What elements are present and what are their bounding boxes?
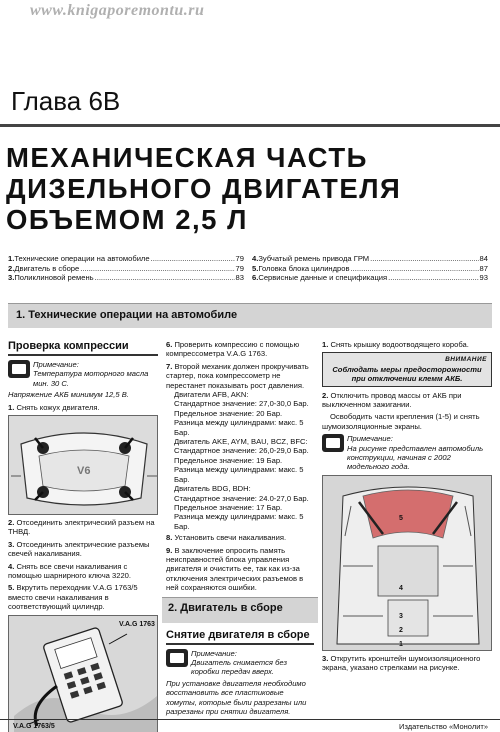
spec-line: Стандартное значение: 27,0-30,0 Бар. <box>174 399 309 409</box>
spec-lines <box>166 390 314 531</box>
step-1: 1. Снять крышку водоотводящего короба. <box>322 340 469 349</box>
title-line: ДИЗЕЛЬНОГО ДВИГАТЕЛЯ <box>6 173 402 204</box>
toc-page: 79 <box>235 263 244 273</box>
section-heading-text: 1. Технические операции на автомобиле <box>16 309 238 321</box>
engine-cover-figure <box>8 415 158 515</box>
svg-text:V6: V6 <box>77 465 91 478</box>
section-heading-text: 2. Двигатель в сборе <box>168 601 283 614</box>
figure-callout: 2 <box>399 626 403 634</box>
toc-entry[interactable] <box>8 254 244 264</box>
step-text: Снять кожух двигателя. <box>16 402 100 412</box>
step-4: 4. Снять все свечи накаливания с помощью шарнирного ключа 3220. <box>8 561 131 581</box>
step-3: 3. Отсоединить электрические разъемы свечей накаливания. <box>8 539 150 559</box>
toc-num: 6. <box>252 273 259 283</box>
toc-num: 5. <box>252 263 259 273</box>
step-text: Отсоединить электрический разъем на ТНВД. <box>8 518 155 537</box>
toc-num: 2. <box>8 263 15 273</box>
spec-line: Двигатели AFB, AKN: <box>174 390 249 400</box>
subheading-engine-removal: Снятие двигателя в сборе <box>166 629 314 645</box>
step-2: 2. Отсоединить электрический разъем на ТНВД. <box>8 518 155 537</box>
toc-column-left <box>8 254 244 283</box>
title-line: МЕХАНИЧЕСКАЯ ЧАСТЬ <box>6 142 368 173</box>
compression-tester-figure <box>8 615 158 732</box>
underbody-illustration <box>323 476 492 651</box>
step-9: 9. В заключение опросить память неисправностей блока управления двигателя и очистить ее, так как из-за отключения электрических разъемов в ней сохраняются ошибки. <box>166 545 304 593</box>
note-text-continued: При установке двигателя необходимо восстановить все пластиковые хомуты, которые были разрезаны или разрезаны при снятии двигателя. <box>166 678 307 716</box>
step-2: 2. Отключить провод массы от АКБ при выключенном зажигании. <box>322 390 462 410</box>
note-text-wrap <box>191 649 314 677</box>
note-text-wrap <box>347 434 492 472</box>
step-text: Проверить компрессию с помощью компрессометра V.A.G 1763. <box>166 340 300 359</box>
toc-leader <box>351 264 479 274</box>
note-text: Двигатель снимается без коробки передач вверх. <box>191 657 288 677</box>
column-3 <box>322 340 492 676</box>
toc-title: Технические операции на автомобиле <box>14 254 150 263</box>
note-icon <box>166 649 188 667</box>
spec-line: Двигатель AKE, AYM, BAU, BCZ, BFC: <box>174 437 308 447</box>
toc-title: Головка блока цилиндров <box>258 263 350 273</box>
figure-callout: 1 <box>399 640 403 648</box>
underbody-figure <box>322 475 492 651</box>
toc-entry[interactable] <box>252 264 488 274</box>
figure-label-adapter: V.A.G 1763/5 <box>13 722 55 730</box>
note-text: Температура моторного масла мин. 30 С. <box>33 369 149 388</box>
column-1 <box>8 340 158 732</box>
step-text: Второй механик должен прокручивать стартер, пока компрессометр не перестанет показывать рост давления. <box>166 361 309 390</box>
step-text: Снять крышку водоотводящего короба. <box>330 340 469 349</box>
toc-entry[interactable] <box>252 254 488 264</box>
spec-line: Разница между цилиндрами: макс. 5 Бар. <box>174 418 304 437</box>
step-text: В заключение опросить память неисправностей блока управления двигателя и очистить ее, так как из-за отключения электрических разъемов в ней сохраняются ошибки. <box>166 545 304 593</box>
section-heading-1 <box>8 303 492 328</box>
spec-line: Стандартное значение: 24.0-27,0 Бар. <box>174 493 309 503</box>
toc-page: 83 <box>235 273 244 283</box>
spec-line: Стандартное значение: 26,0-29,0 Бар. <box>174 446 309 456</box>
step-2-continued: Освободить части крепления (1-5) и снять шумоизоляционные экраны. <box>322 412 480 431</box>
toc-title: Двигатель в сборе <box>14 263 80 273</box>
step-text: Установить свечи накаливания. <box>174 533 287 543</box>
section-heading-2 <box>162 597 318 623</box>
warning-tag: ВНИМАНИЕ <box>445 356 487 364</box>
spec-line: Предельное значение: 19 Бар. <box>174 455 283 465</box>
step-5: 5. Вкрутить переходник V.A.G 1763/5 вместо свечи накаливания в соответствующий цилиндр. <box>8 583 138 612</box>
warning-box <box>322 352 492 386</box>
note-block <box>322 434 492 472</box>
toc-leader <box>151 254 235 264</box>
title-line: ОБЪЕМОМ 2,5 Л <box>6 204 248 235</box>
spec-line: Разница между цилиндрами: макс. 5 Бар. <box>174 465 304 484</box>
engine-cover-illustration <box>9 416 158 515</box>
watermark: www.knigaporemontu.ru <box>30 2 205 19</box>
toc-num: 1. <box>8 254 15 263</box>
figure-callout: 3 <box>399 612 403 620</box>
step-3: 3. Открутить кронштейн шумоизоляционного экрана, указано стрелками на рисунке. <box>322 653 481 673</box>
toc-num: 3. <box>8 273 15 283</box>
chapter-title <box>6 142 496 235</box>
step-text: Снять все свечи накаливания с помощью шарнирного ключа 3220. <box>8 561 131 581</box>
spec-line: Разница между цилиндрами: макс. 5 Бар. <box>174 512 304 531</box>
spec-line: Предельное значение: 17 Бар. <box>174 502 283 512</box>
toc-leader <box>80 264 234 274</box>
publisher-footer: Издательство «Монолит» <box>399 722 488 731</box>
step-6: 6. Проверить компрессию с помощью компрессометра V.A.G 1763. <box>166 340 300 359</box>
warning-text: Соблюдать меры предосторожности при отключении клемм АКБ. <box>332 364 482 384</box>
spec-line: Предельное значение: 20 Бар. <box>174 408 283 418</box>
note-icon <box>322 434 344 452</box>
step-8: 8. Установить свечи накаливания. <box>166 533 287 543</box>
note-block <box>166 649 314 677</box>
toc-leader <box>95 273 235 283</box>
toc-entry[interactable] <box>8 264 244 274</box>
figure-callout: 5 <box>399 514 403 522</box>
chapter-rule <box>0 124 500 127</box>
table-of-contents <box>8 254 492 284</box>
footer-rule <box>0 719 500 720</box>
note-label: Примечание: <box>191 648 237 658</box>
figure-label-tester: V.A.G 1763 <box>119 620 155 628</box>
toc-page: 93 <box>479 273 488 283</box>
toc-entry[interactable] <box>252 273 488 283</box>
chapter-label: Глава 6В <box>11 86 121 116</box>
toc-title: Сервисные данные и спецификация <box>258 273 388 283</box>
toc-leader <box>388 273 478 283</box>
toc-column-right <box>252 254 488 283</box>
step-text: Вкрутить переходник V.A.G 1763/5 вместо свечи накаливания в соответствующий цилиндр. <box>8 583 138 612</box>
note-label: Примечание: <box>347 434 393 444</box>
note-block <box>8 360 158 388</box>
subheading-compression: Проверка компрессии <box>8 340 158 356</box>
toc-title: Зубчатый ремень привода ГРМ <box>258 254 370 263</box>
toc-page: 79 <box>235 254 244 263</box>
spec-line: Двигатель BDG, BDH: <box>174 484 251 494</box>
toc-leader <box>370 254 478 264</box>
step-1: 1. Снять кожух двигателя. <box>8 402 100 412</box>
column-2 <box>166 340 314 719</box>
note-text-wrap <box>33 360 158 388</box>
step-text: Открутить кронштейн шумоизоляционного экрана, указано стрелками на рисунке. <box>322 653 481 673</box>
note-label: Примечание: <box>33 360 79 369</box>
figure-callout: 4 <box>399 584 403 592</box>
note-icon <box>8 360 30 378</box>
step-text: Отсоединить электрические разъемы свечей накаливания. <box>8 539 150 559</box>
toc-page: 84 <box>479 254 488 263</box>
step-text: Отключить провод массы от АКБ при выключенном зажигании. <box>322 390 462 410</box>
step-7: 7. Второй механик должен прокручивать стартер, пока компрессометр не перестанет показывать рост давления. <box>166 361 309 390</box>
note-text-continued: Напряжение АКБ минимум 12,5 В. <box>8 390 129 400</box>
toc-entry[interactable] <box>8 273 244 283</box>
toc-title: Поликлиновой ремень <box>14 273 94 283</box>
note-text: На рисунке представлен автомобиль конструкции, начиная с 2002 модельного года. <box>347 443 484 472</box>
toc-num: 4. <box>252 254 259 263</box>
toc-page: 87 <box>479 263 488 273</box>
compression-tester-illustration <box>9 616 158 732</box>
